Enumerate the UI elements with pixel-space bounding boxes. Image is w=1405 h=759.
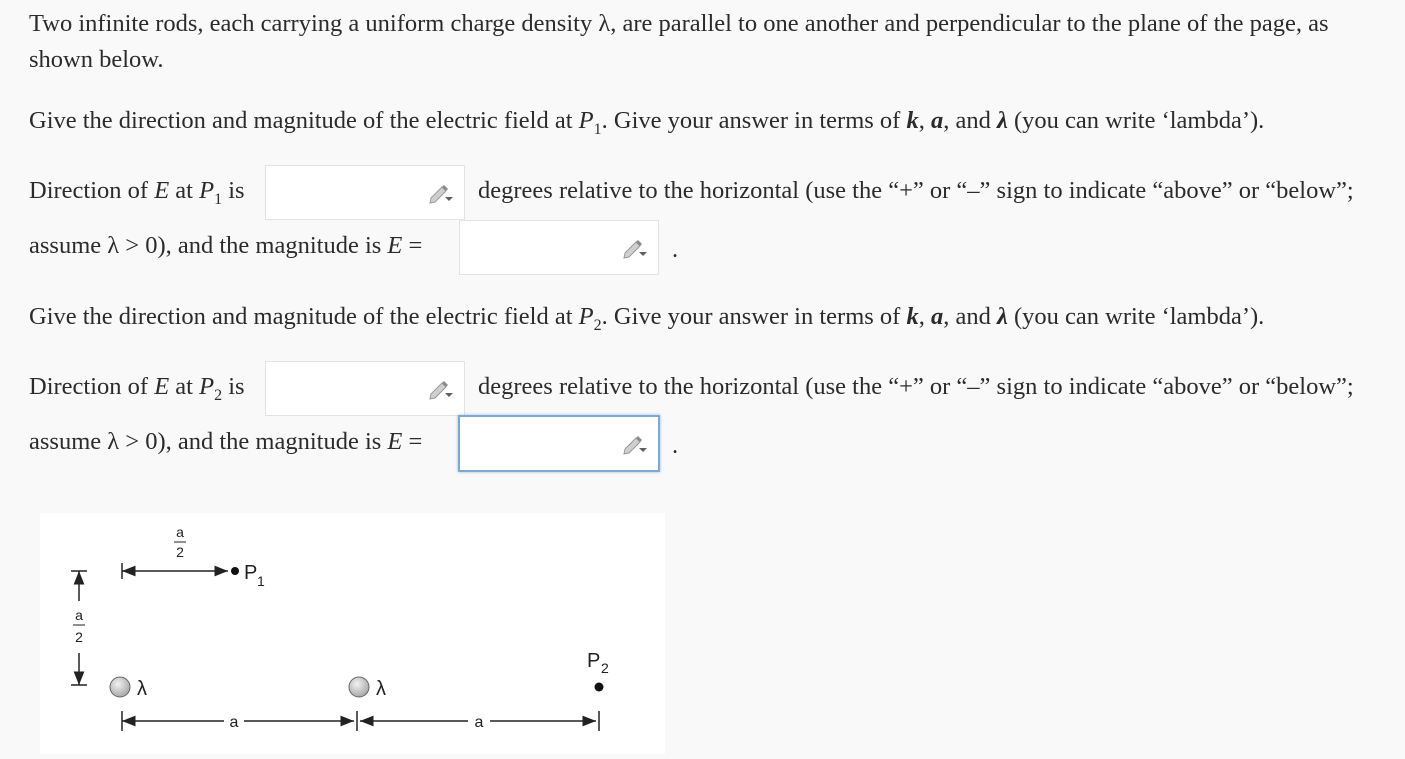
part1-prompt-text-c: (you can write ‘lambda’).	[1007, 107, 1265, 134]
part2-dir-point-sub: 2	[214, 386, 223, 404]
pencil-icon[interactable]	[620, 237, 648, 259]
part1-dir-at: at	[169, 177, 200, 204]
part1-var-lambda: λ	[996, 107, 1008, 134]
bottom-a-dimensions	[122, 711, 599, 731]
rod-2	[349, 677, 369, 697]
p1-direction-input[interactable]	[265, 165, 465, 220]
part2-point-subscript: 2	[593, 316, 602, 334]
top-frac-num: a	[176, 524, 184, 540]
part1-dir-post: degrees relative to the horizontal (use the “+” or “–” sign to indicate “above” or “below”;	[478, 177, 1354, 204]
part2-point-label: P	[578, 303, 594, 330]
part2-dir-post: degrees relative to the horizontal (use the “+” or “–” sign to indicate “above” or “below”;	[478, 373, 1354, 400]
part1-mag-E: E	[387, 232, 403, 259]
rod-2-lambda: λ	[376, 678, 386, 700]
part1-equals: =	[402, 232, 423, 259]
part2-assume: assume λ > 0), and the magnitude is	[29, 428, 388, 455]
part2-mag-E: E	[387, 428, 403, 455]
pencil-icon[interactable]	[426, 182, 454, 204]
top-half-a-dimension	[122, 524, 228, 579]
p2-label-sub: 2	[601, 660, 609, 676]
part2-dir-E: E	[154, 373, 170, 400]
part1-dir-point: P	[199, 177, 215, 204]
part1-period: .	[672, 236, 679, 263]
part1-dir-pre: Direction of	[29, 177, 155, 204]
part2-dir-is: is	[222, 373, 245, 400]
rod-1	[110, 677, 130, 697]
pencil-icon[interactable]	[620, 433, 648, 455]
part1-assume: assume λ > 0), and the magnitude is	[29, 232, 388, 259]
part1-point-subscript: 1	[593, 120, 602, 138]
part1-comma-2: , and	[943, 107, 997, 134]
p1-point	[231, 567, 239, 575]
part1-direction-line	[29, 173, 245, 218]
part2-prompt-text-b: . Give your answer in terms of	[601, 303, 907, 330]
part2-dir-point: P	[199, 373, 215, 400]
part2-dir-pre: Direction of	[29, 373, 155, 400]
part1-dir-E: E	[154, 177, 170, 204]
p2-label: P	[587, 650, 601, 672]
rods-figure	[40, 513, 665, 754]
left-frac-den: 2	[75, 629, 83, 645]
rod-1-lambda: λ	[137, 678, 147, 700]
intro-line-1: Two infinite rods, each carrying a uniform charge density λ, are parallel to one another and perpendicular to the plane of the page, as	[29, 10, 1329, 37]
p1-magnitude-input[interactable]	[459, 220, 659, 275]
part1-dir-point-sub: 1	[214, 190, 223, 208]
p1-label-sub: 1	[257, 573, 265, 589]
part2-dir-at: at	[169, 373, 200, 400]
part2-var-lambda: λ	[996, 303, 1008, 330]
pencil-icon[interactable]	[426, 378, 454, 400]
part2-prompt-text-c: (you can write ‘lambda’).	[1007, 303, 1265, 330]
rods-diagram	[40, 513, 665, 754]
p2-direction-input[interactable]	[265, 361, 465, 416]
part1-prompt-text-b: . Give your answer in terms of	[601, 107, 907, 134]
part2-prompt-text-a: Give the direction and magnitude of the electric field at	[29, 303, 579, 330]
intro-line-2: shown below.	[29, 46, 164, 73]
part2-magnitude-line	[29, 424, 422, 460]
left-frac-num: a	[75, 607, 83, 623]
part2-comma-2: , and	[943, 303, 997, 330]
bottom-a-label-2: a	[474, 714, 484, 731]
part1-prompt-text-a: Give the direction and magnitude of the electric field at	[29, 107, 579, 134]
part1-var-a: a	[930, 107, 944, 134]
part2-var-k: k	[906, 303, 919, 330]
part1-point-label: P	[578, 107, 594, 134]
p2-point	[595, 683, 604, 692]
part1-magnitude-line	[29, 228, 422, 264]
part2-comma-1: ,	[918, 303, 931, 330]
part1-var-k: k	[906, 107, 919, 134]
part2-var-a: a	[930, 303, 944, 330]
part2-equals: =	[402, 428, 423, 455]
bottom-a-label-1: a	[229, 714, 239, 731]
top-frac-den: 2	[176, 544, 184, 560]
part1-dir-is: is	[222, 177, 245, 204]
part2-prompt	[29, 299, 1264, 344]
part2-period: .	[672, 432, 679, 459]
part2-direction-line	[29, 369, 245, 414]
part1-prompt	[29, 103, 1264, 148]
part1-comma-1: ,	[918, 107, 931, 134]
left-half-a-dimension	[71, 571, 87, 685]
p2-magnitude-input[interactable]	[458, 415, 660, 472]
p1-label: P	[244, 562, 258, 584]
